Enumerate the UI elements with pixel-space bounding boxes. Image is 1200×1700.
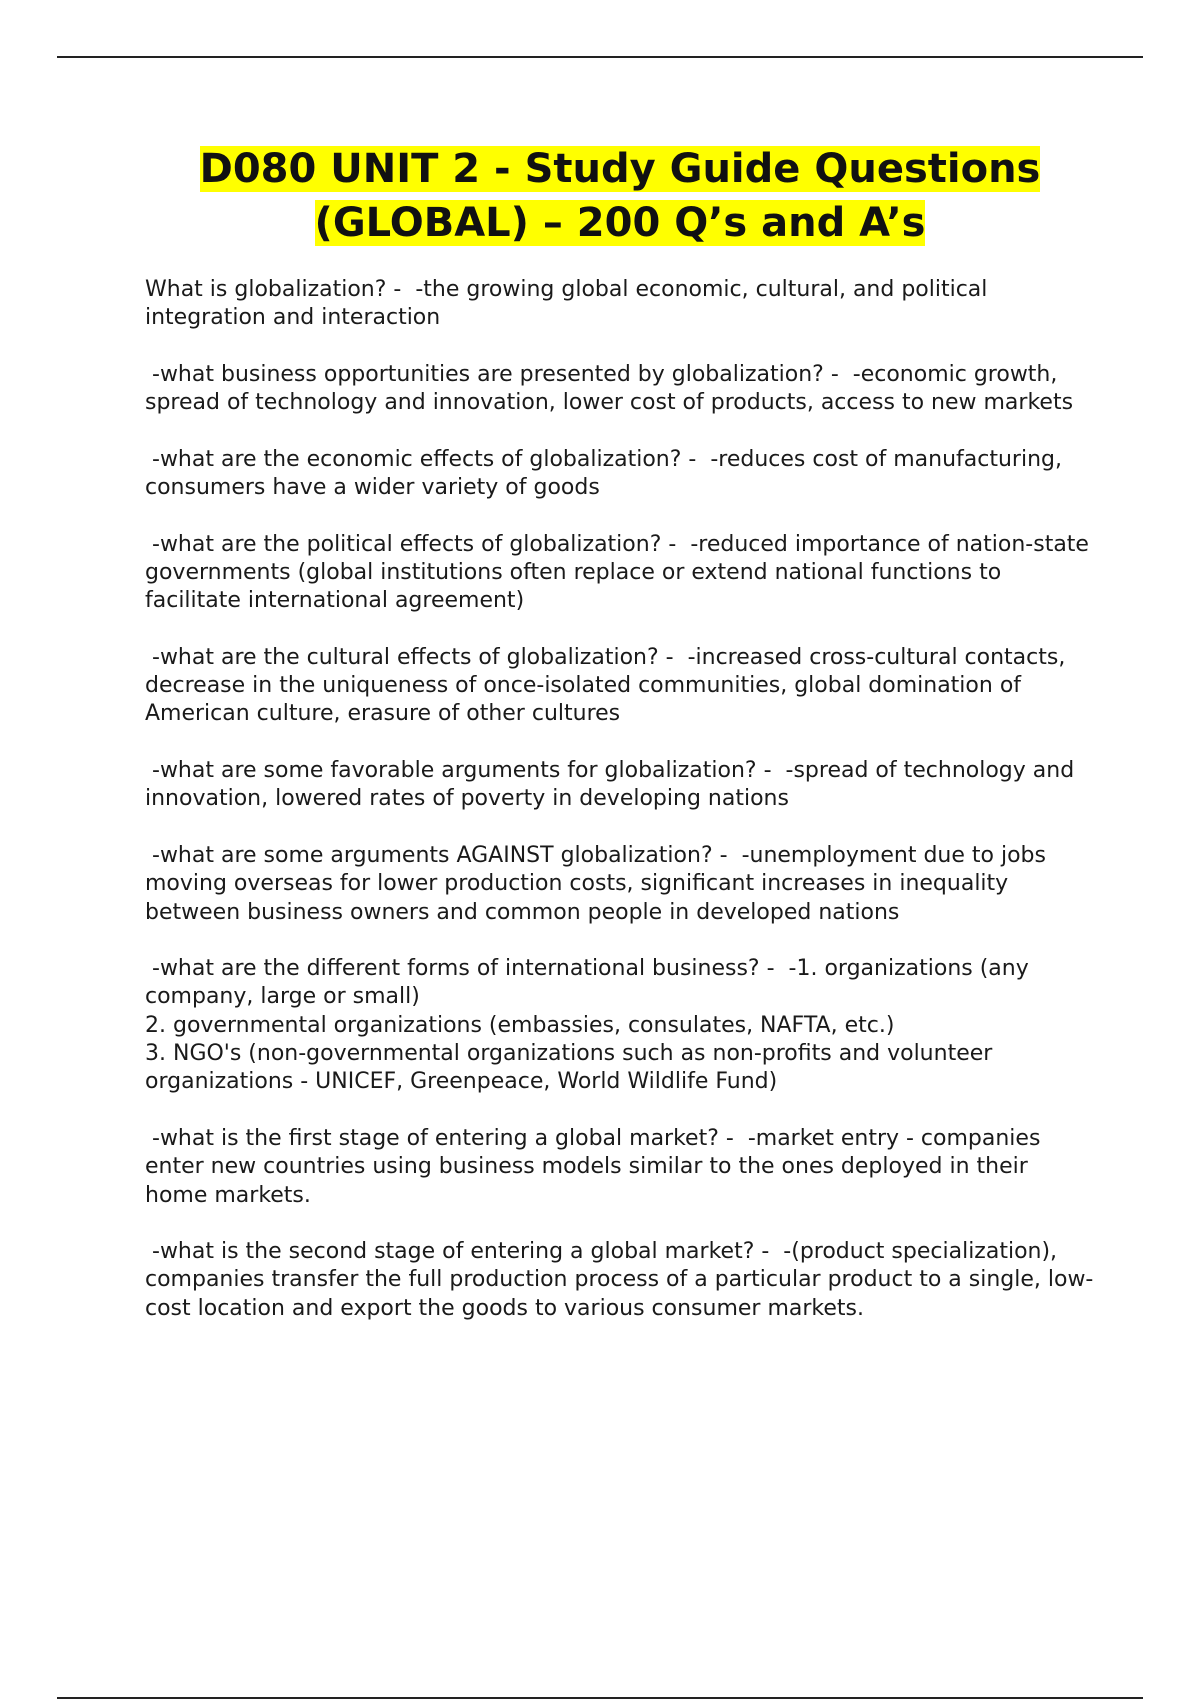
qa-entry — [145, 1238, 1095, 1323]
answer-text: -the growing global economic, cultural, and political integration and interaction — [145, 277, 995, 331]
question-text: -what are the economic effects of globalization? - — [145, 446, 704, 472]
question-text: -what is the second stage of entering a global market? - — [145, 1239, 777, 1265]
question-text: -what is the first stage of entering a global market? - — [145, 1125, 741, 1151]
question-text: -what are the cultural effects of globalization? - — [145, 644, 681, 670]
answer-text: -reduces cost of manufacturing, consumers have a wider variety of goods — [145, 446, 1069, 501]
qa-entry — [145, 1125, 1095, 1210]
question-text: -what business opportunities are presented by globalization? - — [145, 361, 846, 387]
bottom-rule — [57, 1697, 1143, 1699]
answer-text: -(product specialization), companies transfer the full production process of a particular product to a single, low-cost location and export the goods to various consumer markets. — [145, 1239, 1094, 1321]
qa-entry — [145, 531, 1095, 616]
answer-text: -spread of technology and innovation, lowered rates of poverty in developing nations — [145, 758, 1082, 812]
qa-entry — [145, 276, 1095, 333]
qa-entry — [145, 446, 1095, 503]
answer-text: -1. organizations (any company, large or small) 2. governmental organizations (embassies, consulates, NAFTA, etc.) 3. NGO's (non-governmental organizations such as non-profits and volunteer organizations - UNICEF, Greenpeace, World Wildlife Fund) — [145, 956, 1029, 1095]
answer-text: -increased cross-cultural contacts, decrease in the uniqueness of once-isolated communities, global domination of American culture, erasure of other cultures — [145, 644, 1073, 727]
qa-entry — [145, 955, 1095, 1096]
top-rule — [57, 56, 1143, 58]
answer-text: -economic growth, spread of technology and innovation, lower cost of products, access to new markets — [145, 361, 1074, 416]
answer-text: -unemployment due to jobs moving overseas for lower production costs, significant increases in inequality between business owners and common people in developed nations — [145, 842, 1053, 925]
question-text: -what are the different forms of international business? - — [145, 956, 782, 982]
question-text: What is globalization? - — [145, 277, 409, 302]
question-text: -what are some arguments AGAINST globalization? - — [145, 842, 735, 868]
answer-text: -reduced importance of nation-state governments (global institutions often replace or extend national functions to facilitate international agreement) — [145, 531, 1096, 614]
qa-entry — [145, 644, 1095, 729]
question-text: -what are some favorable arguments for globalization? - — [145, 758, 779, 784]
document-title: D080 UNIT 2 - Study Guide Questions (GLOBAL) – 200 Q’s and A’s — [199, 146, 1041, 246]
answer-text: -market entry - companies enter new countries using business models similar to the ones deployed in their home markets. — [145, 1125, 1048, 1208]
qa-list — [145, 276, 1095, 1351]
question-text: -what are the political effects of globalization? - — [145, 531, 684, 557]
qa-entry — [145, 361, 1095, 418]
title-block — [100, 142, 1140, 250]
qa-entry — [145, 842, 1095, 927]
qa-entry — [145, 757, 1095, 814]
